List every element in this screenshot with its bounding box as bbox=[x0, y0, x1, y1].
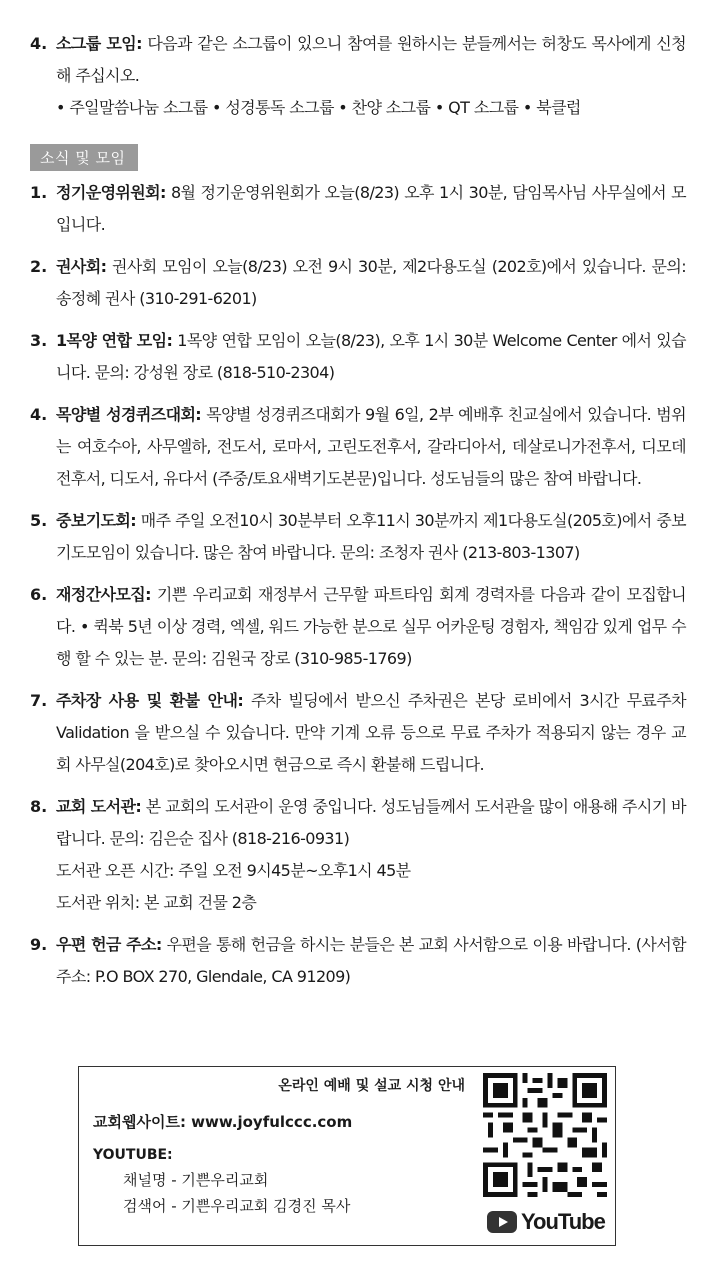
item-text: 1목양 연합 모임이 오늘(8/23), 오후 1시 30분 Welcome Center 에서 있습니다. 문의: 강성원 장로 (818-510-2304) bbox=[56, 331, 686, 382]
item-text: 다음과 같은 소그룹이 있으니 참여를 원하시는 분들께서는 허창도 목사에게 신청해 주십시오. bbox=[56, 34, 686, 85]
item-number: 4. bbox=[30, 405, 48, 424]
item-text: 매주 주일 오전10시 30분부터 오후11시 30분까지 제1다용도실(205호)에서 중보기도모임이 있습니다. 많은 참여 바랍니다. 문의: 조청자 권사 (213-803-1307) bbox=[56, 511, 686, 562]
item-title: 중보기도회: bbox=[56, 511, 137, 530]
item-number: 9. bbox=[30, 935, 48, 954]
item-number: 6. bbox=[30, 585, 48, 604]
item-number: 8. bbox=[30, 797, 48, 816]
item-text: 목양별 성경퀴즈대회가 9월 6일, 2부 예배후 친교실에서 있습니다. 범위는 여호수아, 사무엘하, 전도서, 로마서, 고린도전후서, 갈라디아서, 데살로니가전후서, 디모데전후서, 디도서, 유다서 (주중/토요새벽기도본문)입니다. 성도님들의 많은 참여 바랍니다. bbox=[56, 405, 686, 488]
search-term-line: 검색어 - 기쁜우리교회 김경진 목사 bbox=[123, 1197, 351, 1215]
youtube-play-icon bbox=[487, 1211, 517, 1233]
item-title: 주차장 사용 및 환불 안내: bbox=[56, 691, 244, 710]
news-item-1 bbox=[30, 177, 686, 241]
news-item-2 bbox=[30, 251, 686, 315]
item-title: 권사회: bbox=[56, 257, 107, 276]
small-group-list: • 주일말씀나눔 소그룹 • 성경통독 소그룹 • 찬양 소그룹 • QT 소그룹 • 북클럽 bbox=[56, 98, 581, 117]
news-list bbox=[30, 177, 686, 993]
item-number: 5. bbox=[30, 511, 48, 530]
youtube-logo bbox=[487, 1209, 605, 1235]
small-group-item bbox=[30, 28, 686, 124]
item-text: 8월 정기운영위원회가 오늘(8/23) 오후 1시 30분, 담임목사님 사무실에서 모입니다. bbox=[56, 183, 686, 234]
item-number: 2. bbox=[30, 257, 48, 276]
news-item-9 bbox=[30, 929, 686, 993]
library-location: 도서관 위치: 본 교회 건물 2층 bbox=[56, 893, 257, 912]
youtube-wordmark: YouTube bbox=[521, 1209, 605, 1234]
news-item-8 bbox=[30, 791, 686, 919]
channel-name-line: 채널명 - 기쁜우리교회 bbox=[123, 1171, 269, 1189]
item-title: 목양별 성경퀴즈대회: bbox=[56, 405, 202, 424]
online-worship-box bbox=[78, 1066, 616, 1246]
item-title: 소그룹 모임: bbox=[56, 34, 142, 53]
item-text: 기쁜 우리교회 재정부서 근무할 파트타임 회계 경력자를 다음과 같이 모집합니다. • 퀵북 5년 이상 경력, 엑셀, 워드 가능한 분으로 실무 어카운팅 경험자, 책임감 있게 업무 수행 할 수 있는 분. 문의: 김원국 장로 (310-985-1769) bbox=[56, 585, 686, 668]
item-number: 4. bbox=[30, 34, 48, 53]
news-item-7 bbox=[30, 685, 686, 781]
library-hours: 도서관 오픈 시간: 주일 오전 9시45분~오후1시 45분 bbox=[56, 861, 411, 880]
item-title: 정기운영위원회: bbox=[56, 183, 166, 202]
section-title: 소식 및 모임 bbox=[30, 144, 138, 171]
item-text: 권사회 모임이 오늘(8/23) 오전 9시 30분, 제2다용도실 (202호)에서 있습니다. 문의: 송정혜 권사 (310-291-6201) bbox=[56, 257, 686, 308]
item-title: 교회 도서관: bbox=[56, 797, 142, 816]
item-text: 본 교회의 도서관이 운영 중입니다. 성도님들께서 도서관을 많이 애용해 주시기 바랍니다. 문의: 김은순 집사 (818-216-0931) bbox=[56, 797, 686, 848]
news-item-5 bbox=[30, 505, 686, 569]
item-title: 1목양 연합 모임: bbox=[56, 331, 173, 350]
item-number: 1. bbox=[30, 183, 48, 202]
youtube-label: YOUTUBE: bbox=[93, 1147, 173, 1163]
item-title: 재정간사모집: bbox=[56, 585, 151, 604]
news-item-3 bbox=[30, 325, 686, 389]
item-title: 우편 헌금 주소: bbox=[56, 935, 162, 954]
item-number: 3. bbox=[30, 331, 48, 350]
item-text: 주차 빌딩에서 받으신 주차권은 본당 로비에서 3시간 무료주차 Validation 을 받으실 수 있습니다. 만약 기계 오류 등으로 무료 주차가 적용되지 않는 경우 교회 사무실(204호)로 찾아오시면 현금으로 즉시 환불해 드립니다. bbox=[56, 691, 686, 774]
website-line: 교회웹사이트: www.joyfulccc.com bbox=[93, 1113, 353, 1131]
qr-code-icon bbox=[483, 1073, 607, 1197]
news-item-6 bbox=[30, 579, 686, 675]
online-worship-title: 온라인 예배 및 설교 시청 안내 bbox=[278, 1078, 465, 1094]
news-item-4 bbox=[30, 399, 686, 495]
item-number: 7. bbox=[30, 691, 48, 710]
item-text: 우편을 통해 헌금을 하시는 분들은 본 교회 사서함으로 이용 바랍니다. (사서함 주소: P.O BOX 270, Glendale, CA 91209) bbox=[56, 935, 686, 986]
